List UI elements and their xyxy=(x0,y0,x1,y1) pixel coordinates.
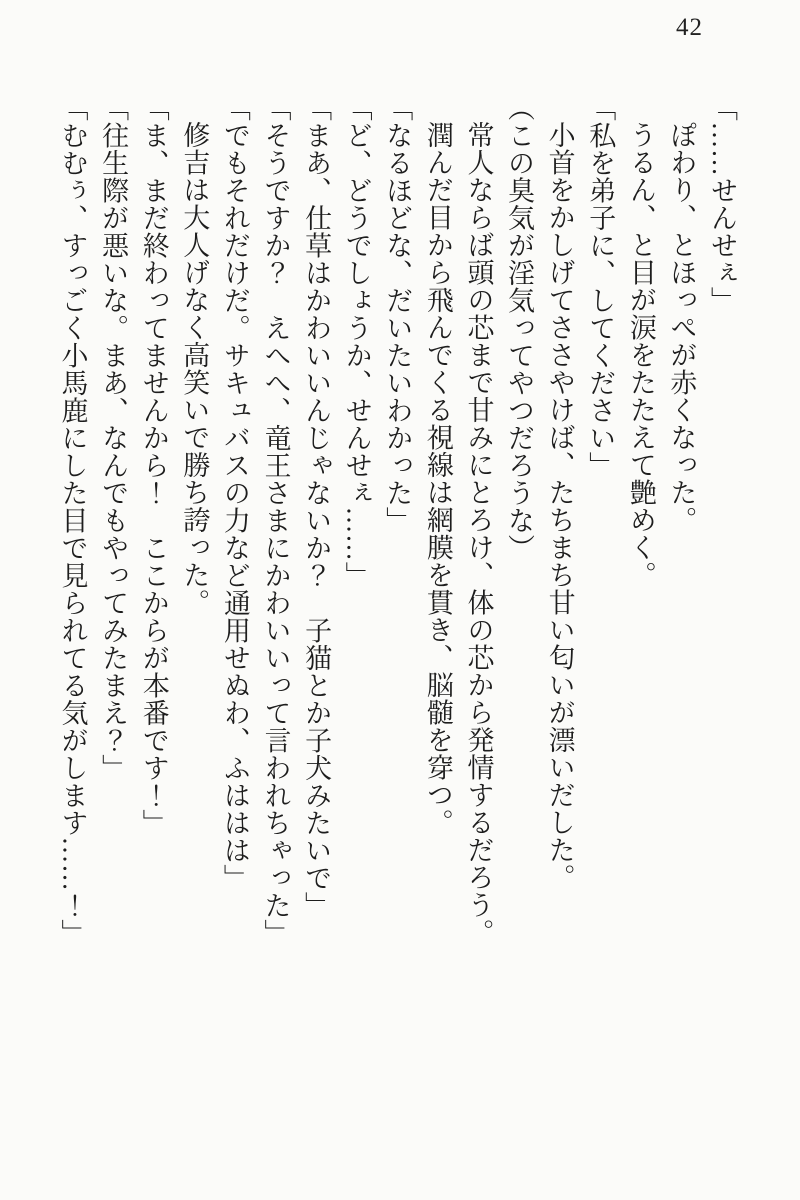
text-line-12: 「そうですか？ えへへ、竜王さまにかわいいって言われちゃった」 xyxy=(260,94,291,947)
text-line-13: 「でもそれだけだ。サキュバスの力など通用せぬわ、ふははは」 xyxy=(219,94,250,892)
text-line-16: 「往生際が悪いな。まあ、なんでもやってみたまえ？」 xyxy=(98,94,129,782)
text-line-10: 「ど、どうでしょうか、せんせぇ……」 xyxy=(341,94,372,589)
text-line-7: 常人ならば頭の芯まで甘みにとろけ、体の芯から発情するだろう。 xyxy=(463,121,494,946)
text-line-2: ぽわり、とほっぺが赤くなった。 xyxy=(666,121,697,534)
text-line-1: 「……せんせぇ」 xyxy=(707,94,737,314)
page-text xyxy=(50,94,742,962)
text-line-14: 修吉は大人げなく高笑いで勝ち誇った。 xyxy=(179,121,210,616)
text-line-15: 「ま、まだ終わってませんから！ ここからが本番です！」 xyxy=(138,94,169,837)
text-line-8: 潤んだ目から飛んでくる視線は網膜を貫き、脳髄を穿つ。 xyxy=(422,121,453,836)
text-line-5: 小首をかしげてささやけば、たちまち甘い匂いが漂いだした。 xyxy=(544,121,575,891)
page-number: 42 xyxy=(676,14,703,41)
text-line-11: 「まあ、仕草はかわいいんじゃないか？ 子猫とか子犬みたいで」 xyxy=(301,94,332,919)
text-line-17: 「むむぅ、すっごく小馬鹿にした目で見られてる気がします……！」 xyxy=(57,94,88,947)
text-line-6: （この臭気が淫気ってやつだろうな） xyxy=(504,94,535,562)
text-line-4: 「私を弟子に、してください」 xyxy=(585,94,616,479)
text-line-3: うるん、と目が涙をたたえて艶めく。 xyxy=(625,121,656,589)
text-line-9: 「なるほどな、だいたいわかった」 xyxy=(382,94,413,534)
